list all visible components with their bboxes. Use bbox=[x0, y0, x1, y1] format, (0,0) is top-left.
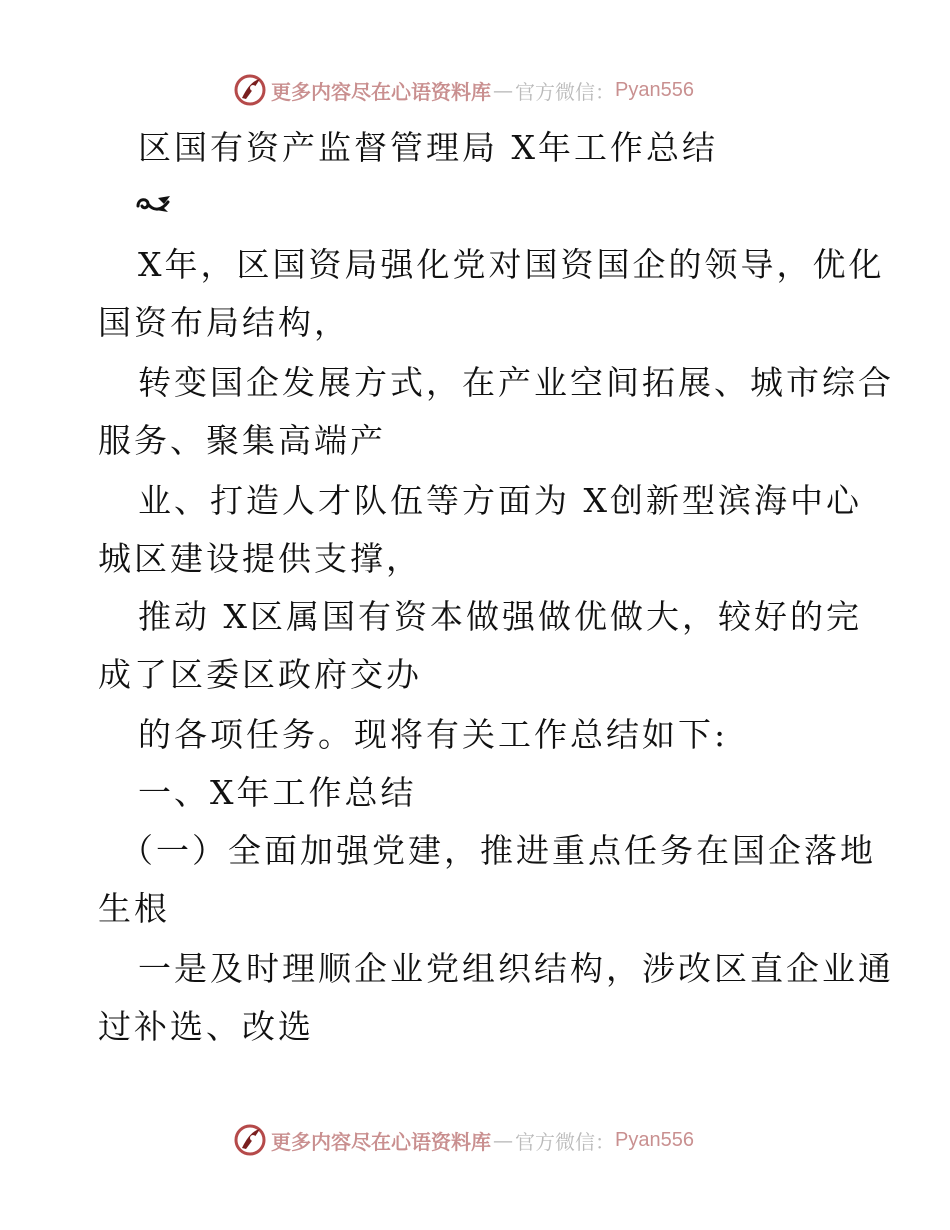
watermark-handle: Pyan556 bbox=[615, 78, 694, 101]
document-title: 区国有资产监督管理局 X年工作总结 bbox=[138, 128, 718, 167]
body-line-6: 城区建设提供支撑， bbox=[98, 539, 422, 578]
subsection-heading: （一）全面加强党建，推进重点任务在国企落地 bbox=[120, 831, 876, 870]
watermark-label: 官方微信： bbox=[515, 79, 615, 104]
watermark-text: 更多内容尽在心语资料库 bbox=[271, 79, 491, 104]
body-line-4: 服务、聚集高端产 bbox=[98, 421, 386, 460]
section-heading: 一、X年工作总结 bbox=[138, 773, 417, 812]
body-line-13: 一是及时理顺企业党组织结构，涉改区直企业通 bbox=[138, 949, 894, 988]
brush-logo-icon bbox=[233, 1123, 267, 1157]
footer-watermark bbox=[233, 1122, 694, 1158]
body-line-7: 推动 X区属国有资本做强做优做大，较好的完 bbox=[138, 597, 862, 636]
body-line-3: 转变国企发展方式，在产业空间拓展、城市综合 bbox=[138, 363, 894, 402]
body-line-14: 过补选、改选 bbox=[98, 1007, 314, 1046]
body-line-2: 国资布局结构， bbox=[98, 303, 350, 342]
brush-logo-icon bbox=[233, 73, 267, 107]
body-line-9: 的各项任务。现将有关工作总结如下: bbox=[138, 715, 729, 754]
body-line-12: 生根 bbox=[98, 889, 170, 928]
watermark-dash: — bbox=[493, 78, 513, 102]
watermark-label: 官方微信： bbox=[515, 1129, 615, 1154]
watermark-dash: — bbox=[493, 1128, 513, 1152]
body-line-5: 业、打造人才队伍等方面为 X创新型滨海中心 bbox=[138, 481, 862, 520]
watermark-text: 更多内容尽在心语资料库 bbox=[271, 1129, 491, 1154]
body-line-1: X年，区国资局强化党对国资国企的领导，优化 bbox=[138, 245, 885, 284]
header-watermark bbox=[233, 72, 694, 108]
watermark-handle: Pyan556 bbox=[615, 1128, 694, 1151]
body-line-8: 成了区委区政府交办 bbox=[98, 655, 422, 694]
scroll-ornament-icon bbox=[134, 192, 174, 218]
